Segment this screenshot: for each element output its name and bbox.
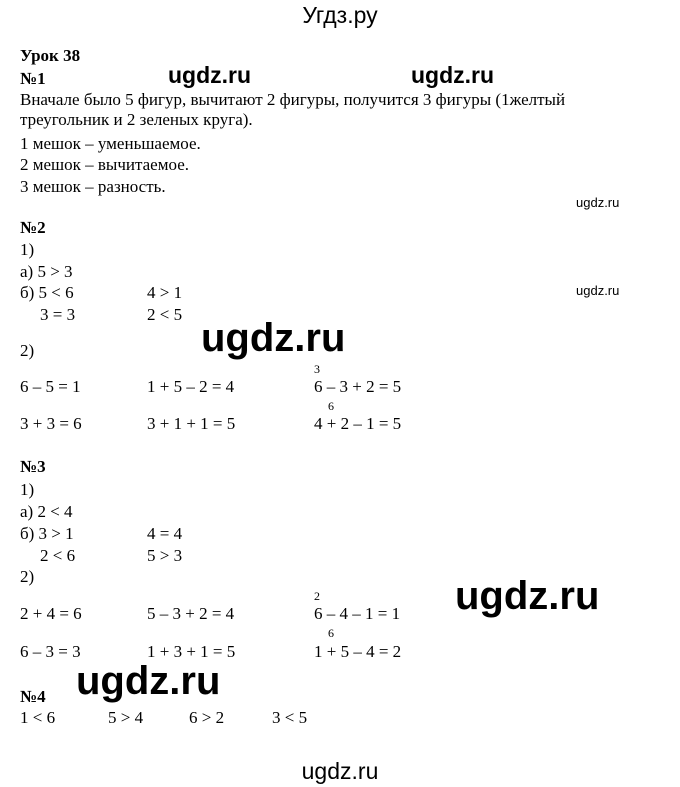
watermark: ugdz.ru [411, 62, 495, 88]
watermark: ugdz.ru [76, 659, 221, 703]
watermark: ugdz.ru [168, 62, 252, 88]
ex2-part2: 2) [20, 341, 35, 360]
ex2-item-b: 4 > 1 [147, 283, 183, 302]
ex2-equation: 6 – 5 = 1 [20, 377, 81, 396]
ex4-item: 5 > 4 [108, 708, 144, 727]
ex4-item: 1 < 6 [20, 708, 56, 727]
ex3-item-b: б) 3 > 1 [20, 524, 74, 543]
ex1-line: 3 мешок – разность. [20, 177, 166, 196]
ex3-annotation: 6 [328, 626, 334, 640]
ex3-equation: 1 + 5 – 4 = 2 [314, 642, 402, 661]
ex4-number: №4 [20, 687, 46, 706]
ex3-item-b: 2 < 6 [40, 546, 76, 565]
ex3-number: №3 [20, 457, 46, 476]
watermark: ugdz.ru [201, 316, 346, 360]
ex3-equation: 6 – 3 = 3 [20, 642, 81, 661]
ex2-item-a: а) 5 > 3 [20, 262, 73, 281]
footer-watermark: ugdz.ru [301, 758, 379, 784]
ex2-equation: 1 + 5 – 2 = 4 [147, 377, 235, 396]
ex2-equation: 3 + 1 + 1 = 5 [147, 414, 236, 433]
ex2-annotation: 6 [328, 399, 334, 413]
watermark: ugdz.ru [455, 574, 600, 618]
ex4-item: 6 > 2 [189, 708, 225, 727]
ex2-item-b: б) 5 < 6 [20, 283, 74, 302]
ex3-annotation: 2 [314, 589, 320, 603]
lesson-title: Урок 38 [20, 46, 81, 65]
ex3-part2: 2) [20, 567, 35, 586]
site-title: Угдз.ру [302, 2, 378, 28]
ex3-equation: 1 + 3 + 1 = 5 [147, 642, 236, 661]
ex2-number: №2 [20, 218, 46, 237]
ex3-part1: 1) [20, 480, 35, 499]
ex2-equation: 3 + 3 = 6 [20, 414, 82, 433]
ex1-line: 1 мешок – уменьшаемое. [20, 134, 201, 153]
ex2-annotation: 3 [314, 362, 320, 376]
ex2-part1: 1) [20, 240, 35, 259]
ex4-item: 3 < 5 [272, 708, 308, 727]
ex3-item-a: а) 2 < 4 [20, 502, 73, 521]
ex2-item-b: 3 = 3 [40, 305, 76, 324]
ex3-equation: 5 – 3 + 2 = 4 [147, 604, 235, 623]
ex2-item-b: 2 < 5 [147, 305, 183, 324]
ex1-line: Вначале было 5 фигур, вычитают 2 фигуры, получится 3 фигуры (1желтый [20, 90, 566, 109]
ex3-equation: 6 – 4 – 1 = 1 [314, 604, 401, 623]
ex3-item-b: 5 > 3 [147, 546, 183, 565]
ex1-line: 2 мешок – вычитаемое. [20, 155, 189, 174]
ex2-equation: 6 – 3 + 2 = 5 [314, 377, 402, 396]
ex3-equation: 2 + 4 = 6 [20, 604, 82, 623]
ex1-number: №1 [20, 69, 46, 88]
ex2-equation: 4 + 2 – 1 = 5 [314, 414, 402, 433]
watermark: ugdz.ru [576, 195, 620, 210]
ex3-item-b: 4 = 4 [147, 524, 183, 543]
ex1-line: треугольник и 2 зеленых круга). [20, 110, 253, 129]
watermark: ugdz.ru [576, 283, 620, 298]
